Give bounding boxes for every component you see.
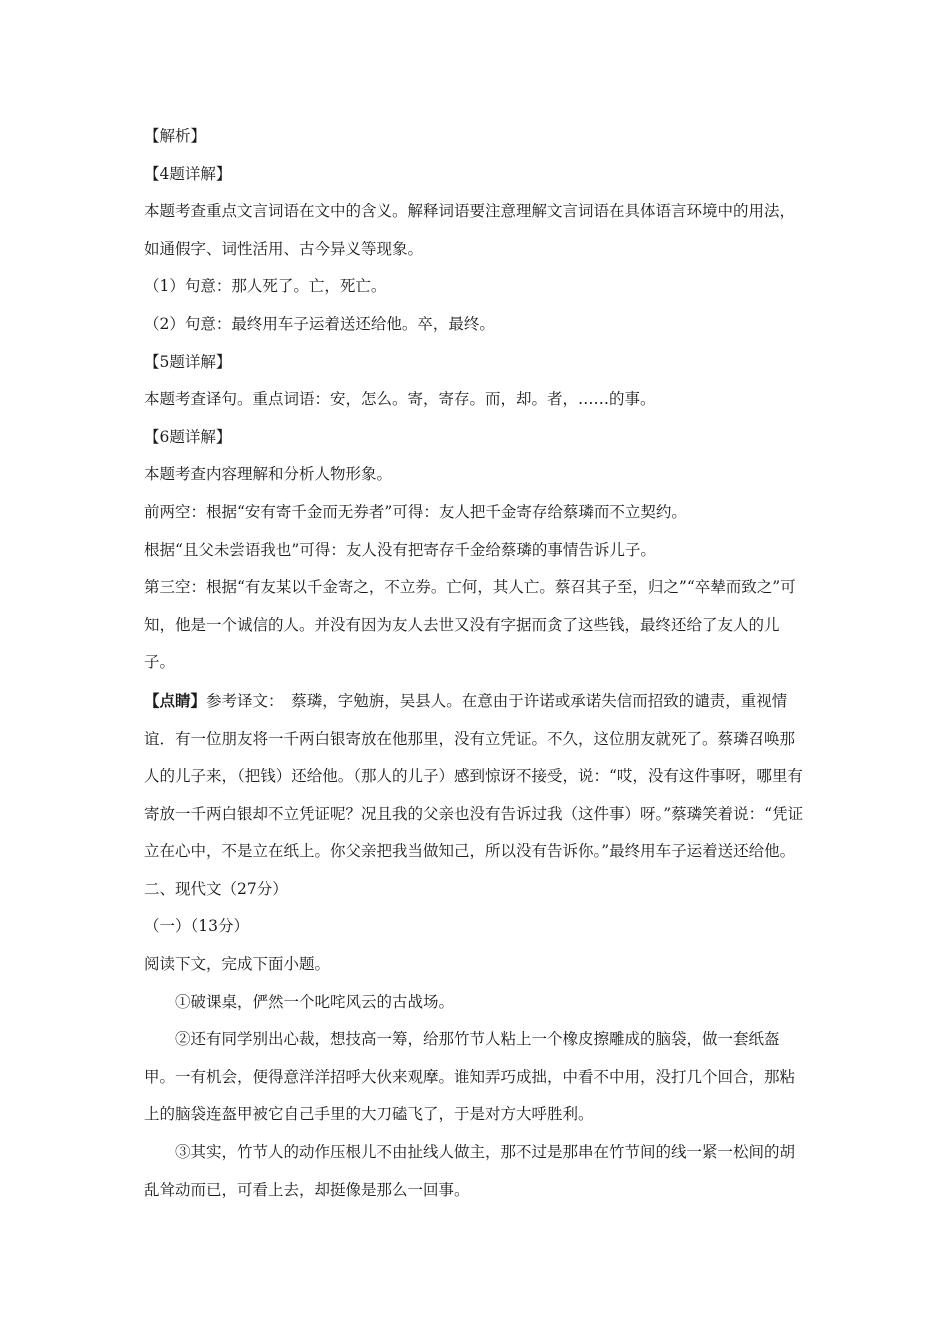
q4-item-2: （2）句意：最终用车子运着送还给他。卒，最终。 — [144, 314, 495, 333]
q4-heading: 【4题详解】 — [144, 164, 232, 183]
q4-item-1: （1）句意：那人死了。亡，死亡。 — [144, 277, 387, 296]
passage-para-3: ③其实，竹节人的动作压根儿不由扯线人做主，那不过是那串在竹节间的线一紧一松间的胡乱耸动而已，可看上去，却挺像是那么一回事。 — [144, 1143, 796, 1199]
q6-line-2: 根据“且父未尝语我也”可得：友人没有把寄存千金给蔡璘的事情告诉儿子。 — [144, 540, 656, 559]
q4-intro: 本题考查重点文言词语在文中的含义。解释词语要注意理解文言词语在具体语言环境中的用法，如通假字、词性活用、古今异义等现象。 — [144, 202, 796, 258]
q6-heading: 【6题详解】 — [144, 427, 232, 446]
section-2-sub: （一）（13分） — [144, 917, 249, 936]
q6-line-3: 第三空：根据“有友某以千金寄之，不立券。亡何，其人亡。蔡召其子至，归之”“卒辇而致之”可知，他是一个诚信的人。并没有因为友人去世又没有字据而贪了这些钱，最终还给了友人的儿子。 — [144, 578, 796, 672]
passage-para-2: ②还有同学别出心裁，想技高一筹，给那竹节人粘上一个橡皮擦雕成的脑袋，做一套纸盔甲。一有机会，便得意洋洋招呼大伙来观摩。谁知弄巧成拙，中看不中用，没打几个回合，那粘上的脑袋连盔甲被它自己手里的大刀磕飞了，于是对方大呼胜利。 — [144, 1030, 796, 1124]
q6-intro: 本题考查内容理解和分析人物形象。 — [144, 465, 393, 484]
q5-text: 本题考查译句。重点词语：安，怎么。寄，寄存。而，却。者，……的事。 — [144, 390, 656, 409]
dianjing-paragraph — [144, 682, 810, 871]
section-2-instruction: 阅读下文，完成下面小题。 — [144, 955, 331, 974]
q5-heading: 【5题详解】 — [144, 352, 232, 371]
dianjing-text: 参考译文： 蔡璘，字勉旃，吴县人。在意由于许诺或承诺失信而招致的谴责，重视情谊．有一位朋友将一千两白银寄放在他那里，没有立凭证。不久，这位朋友就死了。蔡璘召唤那人的儿子来，（把钱）还给他。（那人的儿子）感到惊讶不接受，说：“哎，没有这件事呀，哪里有寄放一千两白银却不立凭证呢？况且我的父亲也没有告诉过我（这件事）呀。”蔡璘笑着说：“凭证立在心中，不是立在纸上。你父亲把我当做知己，所以没有告诉你。”最终用车子运着送还给他。 — [144, 691, 804, 861]
analysis-heading: 【解析】 — [144, 127, 207, 145]
dianjing-label: 【点睛】 — [144, 690, 207, 710]
passage-para-1: ①破课桌，俨然一个叱咤风云的古战场。 — [175, 992, 455, 1011]
document-page — [144, 118, 810, 1209]
section-2-title: 二、现代文（27分） — [144, 879, 288, 898]
q6-line-1: 前两空：根据“安有寄千金而无券者”可得：友人把千金寄存给蔡璘而不立契约。 — [144, 502, 687, 521]
